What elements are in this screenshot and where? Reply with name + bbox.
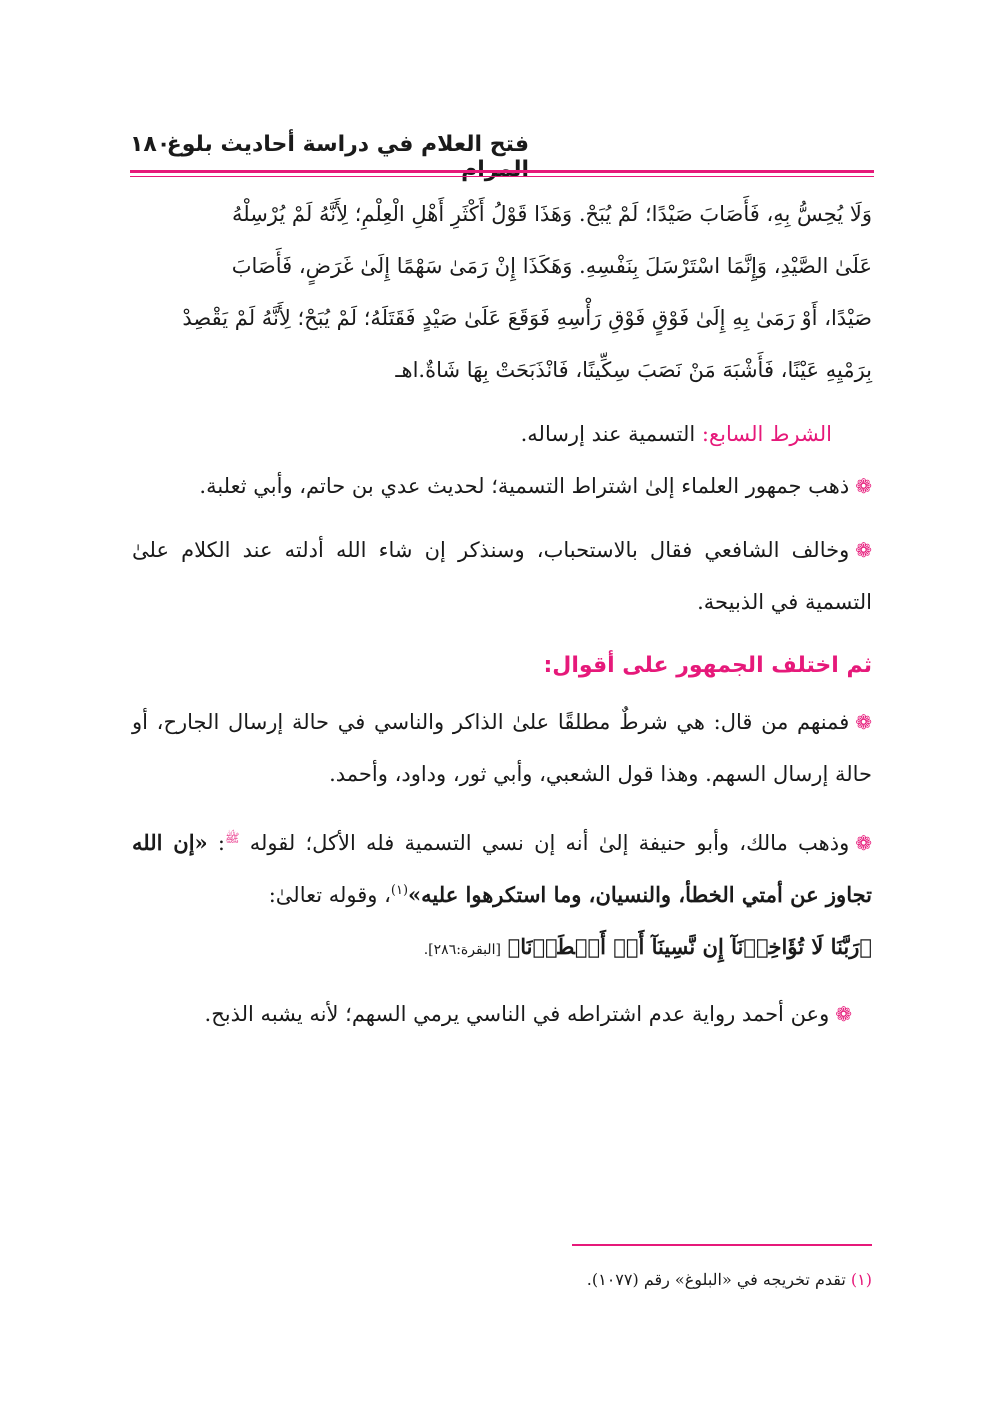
page-body <box>132 188 872 1040</box>
verse-reference: [البقرة:٢٨٦]. <box>423 942 501 958</box>
quote-line: بِرَمْيِهِ عَيْنًا، فَأَشْبَهَ مَنْ نَصَبَ سِكِّينًا، فَانْذَبَحَتْ بِهَا شَاةٌ.اهـ <box>395 358 872 382</box>
header-rule-thin <box>130 176 874 177</box>
flower-bullet-icon: ❁ <box>855 474 872 498</box>
header-rule <box>130 170 874 173</box>
quote-line: صَيْدًا، أَوْ رَمَىٰ بِهِ إِلَىٰ فَوْقٍ فَوْقِ رَأْسِهِ فَوَقَعَ عَلَىٰ صَيْدٍ فَقَتَلَهُ؛ لَمْ يُبَحْ؛ لِأَنَّهُ لَمْ يَقْصِدْ <box>182 306 872 330</box>
paragraph: ❁ذهب جمهور العلماء إلىٰ اشتراط التسمية؛ لحديث عدي بن حاتم، وأبي ثعلبة. <box>199 474 872 498</box>
paragraph: ❁وعن أحمد رواية عدم اشتراطه في الناسي يرمي السهم؛ لأنه يشبه الذبح. <box>204 1002 852 1026</box>
page-header <box>130 128 874 168</box>
quoted-passage <box>132 188 872 396</box>
footnote-number: (١) <box>850 1270 872 1289</box>
quran-verse: ﴿رَبَّنَا لَا تُؤَاخِذۡنَآ إِن نَّسِينَآ أَوۡ أَخۡطَأۡنَا﴾ <box>507 934 872 959</box>
condition-text: التسمية عند إرساله. <box>520 422 702 446</box>
flower-bullet-icon: ❁ <box>835 1002 852 1026</box>
flower-bullet-icon: ❁ <box>855 538 872 562</box>
condition-label: الشرط السابع: <box>701 422 832 446</box>
paragraph: ❁فمنهم من قال: هي شرطٌ مطلقًا علىٰ الذاكر والناسي في حالة إرسال الجارح، أو حالة إرسال السهم. وهذا قول الشعبي، وأبي ثور، وداود، وأحمد. <box>132 710 872 786</box>
footnote-rule <box>572 1244 872 1246</box>
paragraph: ❁وخالف الشافعي فقال بالاستحباب، وسنذكر إن شاء الله أدلته عند الكلام علىٰ التسمية في الذبيحة. <box>132 538 872 614</box>
hadith-text: «إن الله تجاوز عن أمتي الخطأ، والنسيان، وما استكرهوا عليه» <box>132 830 872 907</box>
footnote <box>587 1270 872 1289</box>
footnote-text: تقدم تخريجه في «البلوغ» رقم (١٠٧٧). <box>586 1270 851 1289</box>
flower-bullet-icon: ❁ <box>855 710 872 734</box>
quote-line: عَلَىٰ الصَّيْدِ، وَإِنَّمَا اسْتَرْسَلَ بِنَفْسِهِ. وَهَكَذَا إِنْ رَمَىٰ سَهْمًا إِلَىٰ غَرَضٍ، فَأَصَابَ <box>231 254 872 278</box>
footnote-ref[interactable]: (١) <box>390 883 409 898</box>
paragraph: ❁وذهب مالك، وأبو حنيفة إلىٰ أنه إن نسي التسمية فله الأكل؛ لقوله $^ﷺ$: «إن الله تجاوز عن أمتي الخطأ، والنسيان، وما استكرهوا عليه»$^{(١)}$، وقوله تعالىٰ: ﴿رَبَّنَا لَا تُؤَاخِذۡنَآ إِن نَّسِينَآ أَوۡ أَخۡطَأۡنَا﴾ [البقرة:٢٨٦]. <box>132 830 872 959</box>
book-title: فتح العلام في دراسة أحاديث بلوغ <box>166 132 529 157</box>
quote-line: وَلَا يُحِسُّ بِهِ، فَأَصَابَ صَيْدًا؛ لَمْ يُبَحْ. وَهَذَا قَوْلُ أَكْثَرِ أَهْلِ الْعِلْمِ؛ لِأَنَّهُ لَمْ يُرْسِلْهُ <box>232 202 872 226</box>
flower-bullet-icon: ❁ <box>855 831 872 855</box>
condition-line <box>132 408 872 460</box>
section-heading: ثم اختلف الجمهور على أقوال: <box>543 653 872 678</box>
honorific-icon: ﷺ <box>224 831 240 845</box>
page-number: ١٨٠ <box>130 132 171 157</box>
